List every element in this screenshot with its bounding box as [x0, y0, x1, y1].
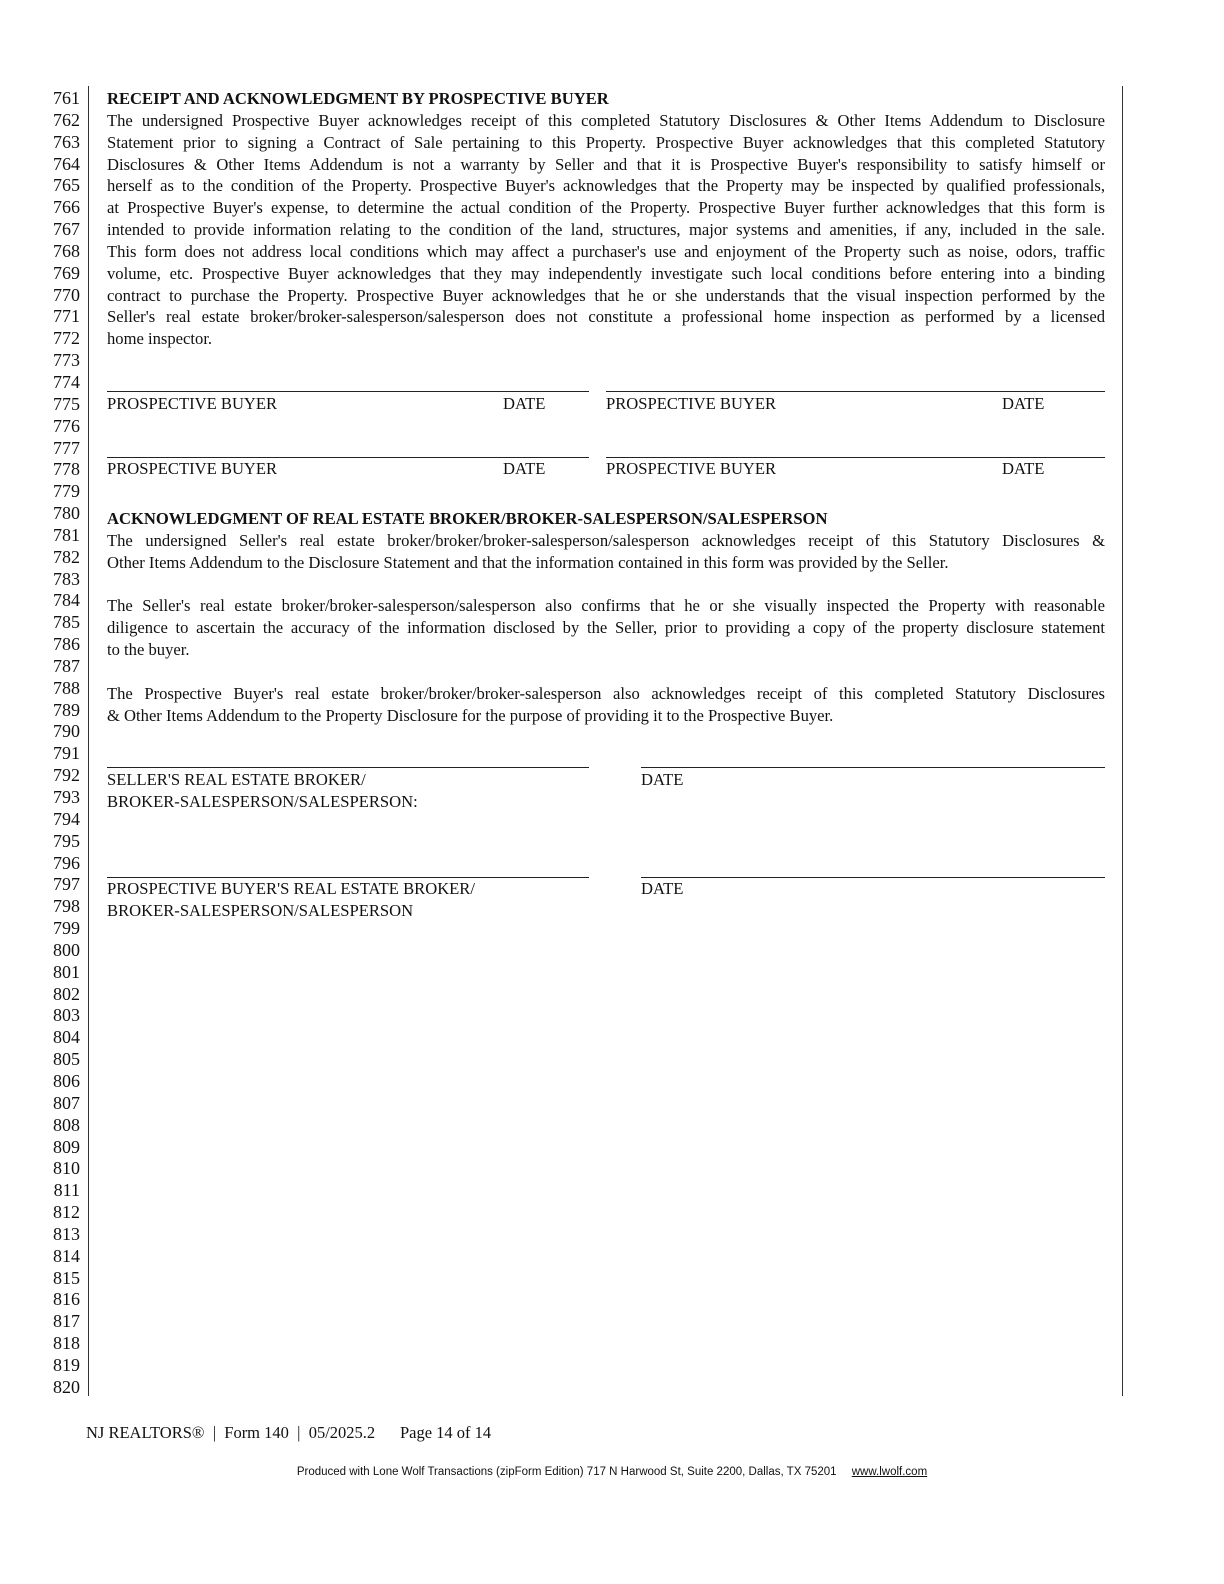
- buyer-broker-date-line[interactable]: [641, 877, 1105, 878]
- line-number: 771: [53, 306, 80, 327]
- line-number: 800: [53, 939, 80, 960]
- receipt-paragraph-last-line: home inspector.: [107, 329, 213, 349]
- broker-paragraph-3-last-line: & Other Items Addendum to the Property Disclosure for the purpose of providing it to the Prospective Buyer.: [107, 705, 834, 725]
- line-number: 792: [53, 765, 80, 786]
- line-number: 788: [53, 677, 80, 698]
- line-number: 776: [53, 415, 80, 436]
- paragraph-line: contract to purchase the Property. Prospective Buyer acknowledges that he or she understands that the visual inspection performed by the: [107, 285, 1105, 305]
- line-number: 809: [53, 1136, 80, 1157]
- line-number: 801: [53, 961, 80, 982]
- paragraph-line: The Prospective Buyer's real estate broker/broker/broker-salesperson also acknowledges receipt of this completed Statutory Disclosures: [107, 683, 1105, 703]
- line-number: 802: [53, 983, 80, 1004]
- receipt-paragraph: [107, 110, 1105, 328]
- broker-paragraph-3: [107, 683, 1105, 705]
- paragraph-line: The undersigned Prospective Buyer acknowledges receipt of this completed Statutory Disclosures & Other Items Addendum to Disclosure: [107, 110, 1105, 130]
- broker-paragraph-2-last-line: to the buyer.: [107, 640, 190, 660]
- line-number: 763: [53, 131, 80, 152]
- paragraph-line: The Seller's real estate broker/broker-salesperson/salesperson also confirms that he or she visually inspected the Property with reasonable: [107, 596, 1105, 616]
- produced-by-text: Produced with Lone Wolf Transactions (zipForm Edition) 717 N Harwood St, Suite 2200, Dallas, TX 75201: [296, 1466, 837, 1478]
- line-number: 783: [53, 568, 80, 589]
- line-number: 787: [53, 655, 80, 676]
- right-margin-rule: [1122, 86, 1123, 1396]
- receipt-heading: RECEIPT AND ACKNOWLEDGMENT BY PROSPECTIVE BUYER: [107, 89, 609, 108]
- footer-org: NJ REALTORS®: [86, 1423, 205, 1442]
- line-number: 780: [53, 503, 80, 524]
- footer-form: Form 140: [224, 1423, 289, 1442]
- broker-section: [107, 508, 1105, 726]
- line-number: 795: [53, 830, 80, 851]
- line-number: 797: [53, 874, 80, 895]
- paragraph-line: The undersigned Seller's real estate broker/broker/broker-salesperson/salesperson acknowledges receipt of this Statutory Disclosures &: [107, 530, 1105, 550]
- line-number: 808: [53, 1114, 80, 1135]
- broker-paragraph-1: [107, 530, 1105, 552]
- line-number: 796: [53, 852, 80, 873]
- buyer-4-date-label: DATE: [1002, 459, 1045, 478]
- line-number: 786: [53, 634, 80, 655]
- footer-page-number: Page 14 of 14: [399, 1423, 492, 1442]
- buyer-3-label: PROSPECTIVE BUYER: [107, 459, 278, 478]
- seller-broker-label-1: SELLER'S REAL ESTATE BROKER/: [107, 770, 366, 789]
- paragraph-line: herself as to the condition of the Property. Prospective Buyer's acknowledges that the Property may be inspected by qualified professionals,: [107, 176, 1105, 196]
- line-number: 818: [53, 1333, 80, 1354]
- paragraph-line: Seller's real estate broker/broker-salesperson/salesperson does not constitute a professional home inspection as performed by a licensed: [107, 307, 1105, 327]
- line-number: 784: [53, 590, 80, 611]
- seller-broker-signature-line[interactable]: [107, 767, 589, 768]
- line-number: 777: [53, 437, 80, 458]
- line-number: 816: [53, 1289, 80, 1310]
- buyer-3-date-label: DATE: [503, 459, 546, 478]
- line-number: 775: [53, 393, 80, 414]
- line-number: 782: [53, 546, 80, 567]
- line-number: 789: [53, 699, 80, 720]
- footer-separator: |: [297, 1423, 301, 1442]
- line-number: 779: [53, 481, 80, 502]
- line-number: 799: [53, 918, 80, 939]
- line-number: 804: [53, 1027, 80, 1048]
- buyer-broker-date-label: DATE: [641, 879, 684, 898]
- buyer-2-label: PROSPECTIVE BUYER: [606, 394, 777, 413]
- line-number: 791: [53, 743, 80, 764]
- line-number: 820: [53, 1376, 80, 1397]
- line-number: 762: [53, 109, 80, 130]
- line-number: 819: [53, 1354, 80, 1375]
- line-number: 812: [53, 1202, 80, 1223]
- produced-by-footer: [0, 1466, 1224, 1478]
- line-number: 764: [53, 153, 80, 174]
- buyer-1-signature-line[interactable]: [107, 391, 589, 392]
- buyer-4-label: PROSPECTIVE BUYER: [606, 459, 777, 478]
- line-number: 781: [53, 524, 80, 545]
- footer-separator: |: [212, 1423, 217, 1442]
- line-number: 798: [53, 896, 80, 917]
- line-number: 774: [53, 371, 80, 392]
- line-number: 813: [53, 1223, 80, 1244]
- line-number: 768: [53, 240, 80, 261]
- line-number: 769: [53, 262, 80, 283]
- line-number: 765: [53, 175, 80, 196]
- line-number: 814: [53, 1245, 80, 1266]
- blank-line: [107, 574, 1105, 596]
- broker-heading: ACKNOWLEDGMENT OF REAL ESTATE BROKER/BROKER-SALESPERSON/SALESPERSON: [107, 509, 828, 528]
- form-footer: [86, 1423, 491, 1443]
- paragraph-line: volume, etc. Prospective Buyer acknowledges that they may independently investigate such local conditions before entering into a binding: [107, 263, 1105, 283]
- buyer-broker-label-1: PROSPECTIVE BUYER'S REAL ESTATE BROKER/: [107, 879, 475, 898]
- line-number: 778: [53, 459, 80, 480]
- paragraph-line: at Prospective Buyer's expense, to determine the actual condition of the Property. Prospective Buyer further acknowledges that this form is: [107, 198, 1105, 218]
- line-number-column: [40, 88, 80, 1399]
- broker-paragraph-2: [107, 595, 1105, 639]
- paragraph-line: intended to provide information relating to the condition of the land, structures, major systems and amenities, if any, included in the sale.: [107, 220, 1105, 240]
- blank-line: [107, 661, 1105, 683]
- line-number: 815: [53, 1267, 80, 1288]
- left-margin-rule: [88, 86, 89, 1396]
- line-number: 790: [53, 721, 80, 742]
- line-number: 805: [53, 1049, 80, 1070]
- line-number: 810: [53, 1158, 80, 1179]
- seller-broker-date-line[interactable]: [641, 767, 1105, 768]
- paragraph-line: diligence to ascertain the accuracy of the information disclosed by the Seller, prior to providing a copy of the property disclosure statement: [107, 618, 1105, 638]
- paragraph-line: Disclosures & Other Items Addendum is not a warranty by Seller and that it is Prospective Buyer's responsibility to satisfy himself or: [107, 154, 1105, 174]
- footer-version: 05/2025.2: [308, 1423, 376, 1442]
- line-number: 811: [53, 1180, 80, 1201]
- line-number: 794: [53, 808, 80, 829]
- buyer-2-date-label: DATE: [1002, 394, 1045, 413]
- line-number: 766: [53, 197, 80, 218]
- buyer-broker-label-2: BROKER-SALESPERSON/SALESPERSON: [107, 901, 414, 920]
- line-number: 761: [53, 88, 80, 108]
- line-number: 785: [53, 612, 80, 633]
- line-number: 806: [53, 1070, 80, 1091]
- line-number: 803: [53, 1005, 80, 1026]
- document-body: [107, 88, 1105, 350]
- paragraph-line: This form does not address local conditions which may affect a purchaser's use and enjoyment of the Property such as noise, odors, traffic: [107, 241, 1105, 261]
- line-number: 807: [53, 1092, 80, 1113]
- line-number: 772: [53, 328, 80, 349]
- seller-broker-label-2: BROKER-SALESPERSON/SALESPERSON:: [107, 792, 418, 811]
- paragraph-line: Statement prior to signing a Contract of Sale pertaining to this Property. Prospective Buyer acknowledges that this completed Statutory: [107, 132, 1105, 152]
- line-number: 793: [53, 787, 80, 807]
- line-number: 817: [53, 1311, 80, 1332]
- website-link[interactable]: www.lwolf.com: [851, 1466, 928, 1478]
- line-number: 770: [53, 284, 80, 305]
- buyer-1-label: PROSPECTIVE BUYER: [107, 394, 278, 413]
- buyer-1-date-label: DATE: [503, 394, 546, 413]
- line-number: 773: [53, 350, 80, 371]
- line-number: 767: [53, 219, 80, 240]
- buyer-2-signature-line[interactable]: [606, 391, 1105, 392]
- broker-paragraph-1-last-line: Other Items Addendum to the Disclosure Statement and that the information contained in this form was provided by the Seller.: [107, 552, 949, 572]
- seller-broker-date-label: DATE: [641, 770, 684, 789]
